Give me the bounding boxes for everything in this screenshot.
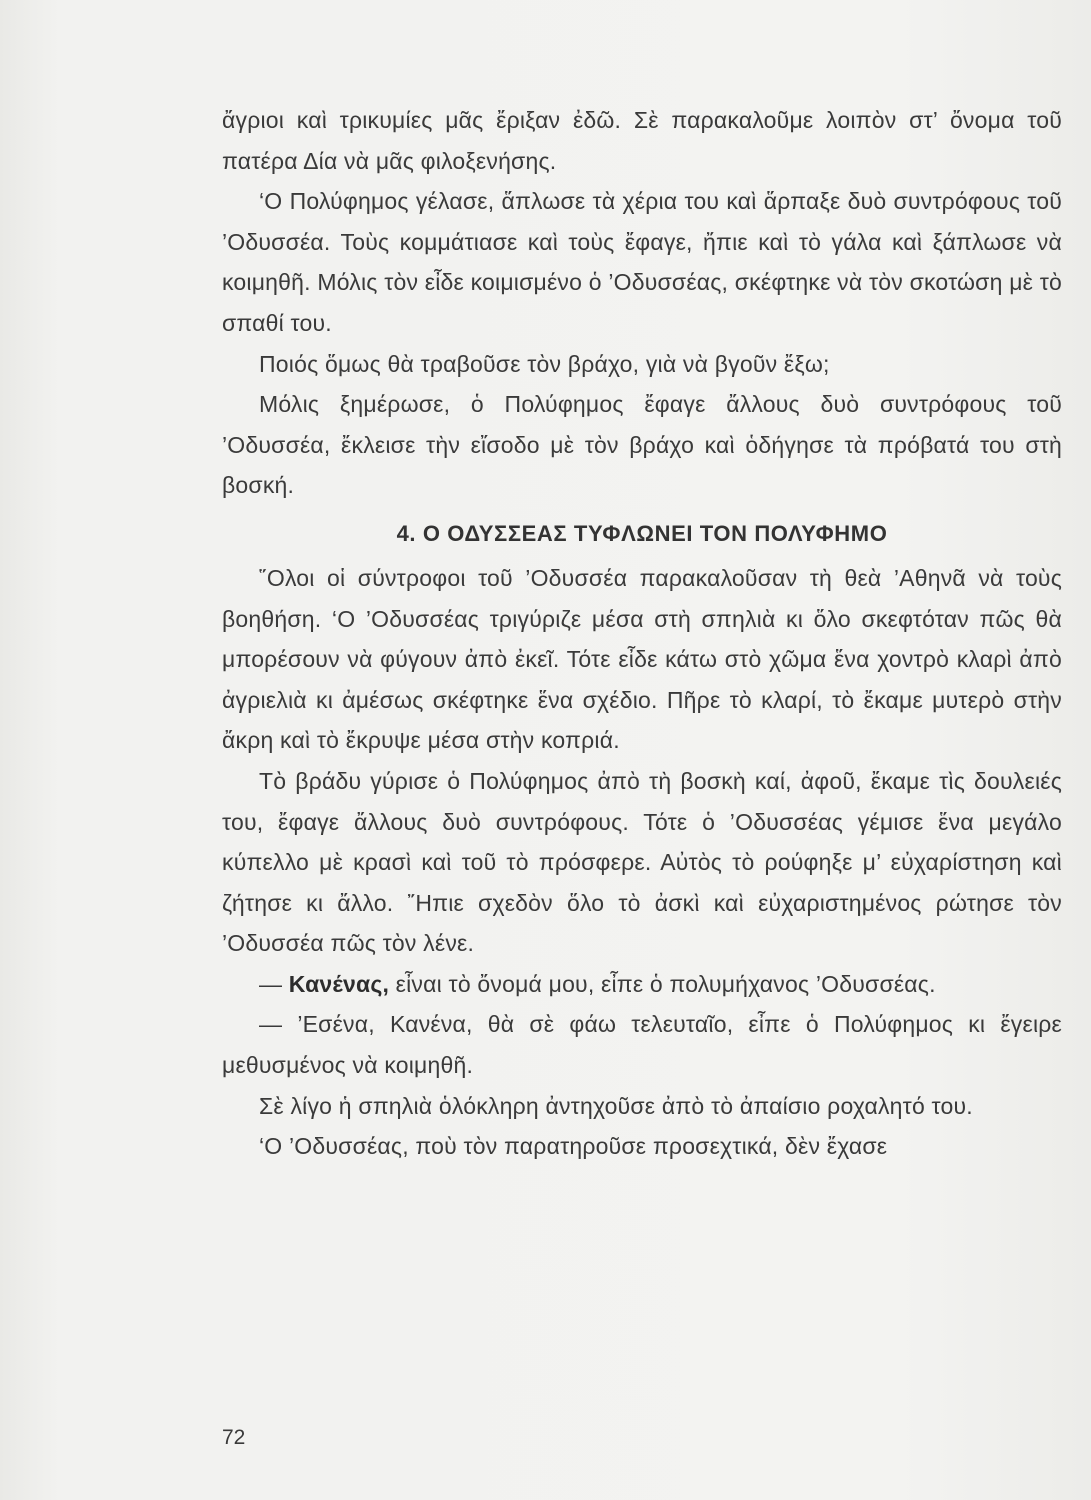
paragraph: ‘Ο ’Οδυσσέας, ποὺ τὸν παρατηροῦσε προσεχτικά, δὲν ἔχασε (259, 1133, 888, 1160)
paragraph: Τὸ βράδυ γύρισε ὁ Πολύφημος ἀπὸ τὴ βοσκὴ καί, ἀφοῦ, ἔκαμε τὶς δουλειές του, ἔφαγε ἄλλους δυὸ συντρόφους. Τότε ὁ ’Οδυσσέας γέμισε ἕνα μεγάλο κύπελλο μὲ κρασὶ καὶ τοῦ τὸ πρόσφερε. Αὐτὸς τὸ ρούφηξε μ’ εὐχαρίστηση καὶ ζήτησε κι ἄλλο. ῎Ηπιε σχεδὸν ὅλο τὸ ἀσκὶ καὶ εὐχαριστημένος ρώτησε τὸν ’Οδυσσέα πῶς τὸν λένε. (222, 767, 1062, 957)
paragraph: Σὲ λίγο ἡ σπηλιὰ ὁλόκληρη ἀντηχοῦσε ἀπὸ τὸ ἀπαίσιο ροχαλητό του. (259, 1092, 973, 1119)
body-text (222, 100, 1062, 1167)
dialogue-text: εἶναι τὸ ὄνομά μου, εἶπε ὁ πολυμήχανος ’Οδυσσέας. (389, 970, 936, 997)
dialogue-dash: — (259, 970, 289, 997)
dialogue-line: — ’Εσένα, Κανένα, θὰ σὲ φάω τελευταῖο, εἶπε ὁ Πολύφημος κι ἔγειρε μεθυσμένος νὰ κοιμηθῆ. (222, 1011, 1062, 1079)
dialogue-line (222, 964, 1062, 1005)
dialogue-name-emphasis: Κανένας, (288, 970, 390, 997)
paragraph: ‘Ο Πολύφημος γέλασε, ἅπλωσε τὰ χέρια του καὶ ἅρπαξε δυὸ συντρόφους τοῦ ’Οδυσσέα. Τοὺς κομμάτιασε καὶ τοὺς ἔφαγε, ἤπιε καὶ τὸ γάλα καὶ ξάπλωσε νὰ κοιμηθῆ. Μόλις τὸν εἶδε κοιμισμένο ὁ ’Οδυσσέας, σκέφτηκε νὰ τὸν σκοτώση μὲ τὸ σπαθί του. (222, 188, 1062, 336)
paragraph: ῞Ολοι οἱ σύντροφοι τοῦ ’Οδυσσέα παρακαλοῦσαν τὴ θεὰ ’Αθηνᾶ νὰ τοὺς βοηθήση. ‘Ο ’Οδυσσέας τριγύριζε μέσα στὴ σπηλιὰ κι ὅλο σκεφτόταν πῶς θὰ μπορέσουν νὰ φύγουν ἀπὸ ἐκεῖ. Τότε εἶδε κάτω στὸ χῶμα ἕνα χοντρὸ κλαρὶ ἀπὸ ἀγριελιὰ κι ἀμέσως σκέφτηκε ἕνα σχέδιο. Πῆρε τὸ κλαρί, τὸ ἔκαμε μυτερὸ στὴν ἄκρη καὶ τὸ ἔκρυψε μέσα στὴν κοπριά. (222, 564, 1062, 754)
page-number: 72 (222, 1426, 246, 1449)
paragraph-continuation: ἄγριοι καὶ τρικυμίες μᾶς ἔριξαν ἐδῶ. Σὲ παρακαλοῦμε λοιπὸν στ’ ὄνομα τοῦ πατέρα Δία νὰ μᾶς φιλοξενήσης. (222, 107, 1062, 174)
paragraph: Ποιός ὅμως θὰ τραβοῦσε τὸν βράχο, γιὰ νὰ βγοῦν ἔξω; (259, 350, 830, 377)
paragraph: Μόλις ξημέρωσε, ὁ Πολύφημος ἔφαγε ἄλλους δυὸ συντρόφους τοῦ ’Οδυσσέα, ἔκλεισε τὴν εἴσοδο μὲ τὸν βράχο καὶ ὁδήγησε τὰ πρόβατά του στὴ βοσκή. (222, 391, 1062, 499)
section-heading: 4. Ο ΟΔΥΣΣΕΑΣ ΤΥΦΛΩΝΕΙ ΤΟΝ ΠΟΛΥΦΗΜΟ (396, 520, 888, 546)
